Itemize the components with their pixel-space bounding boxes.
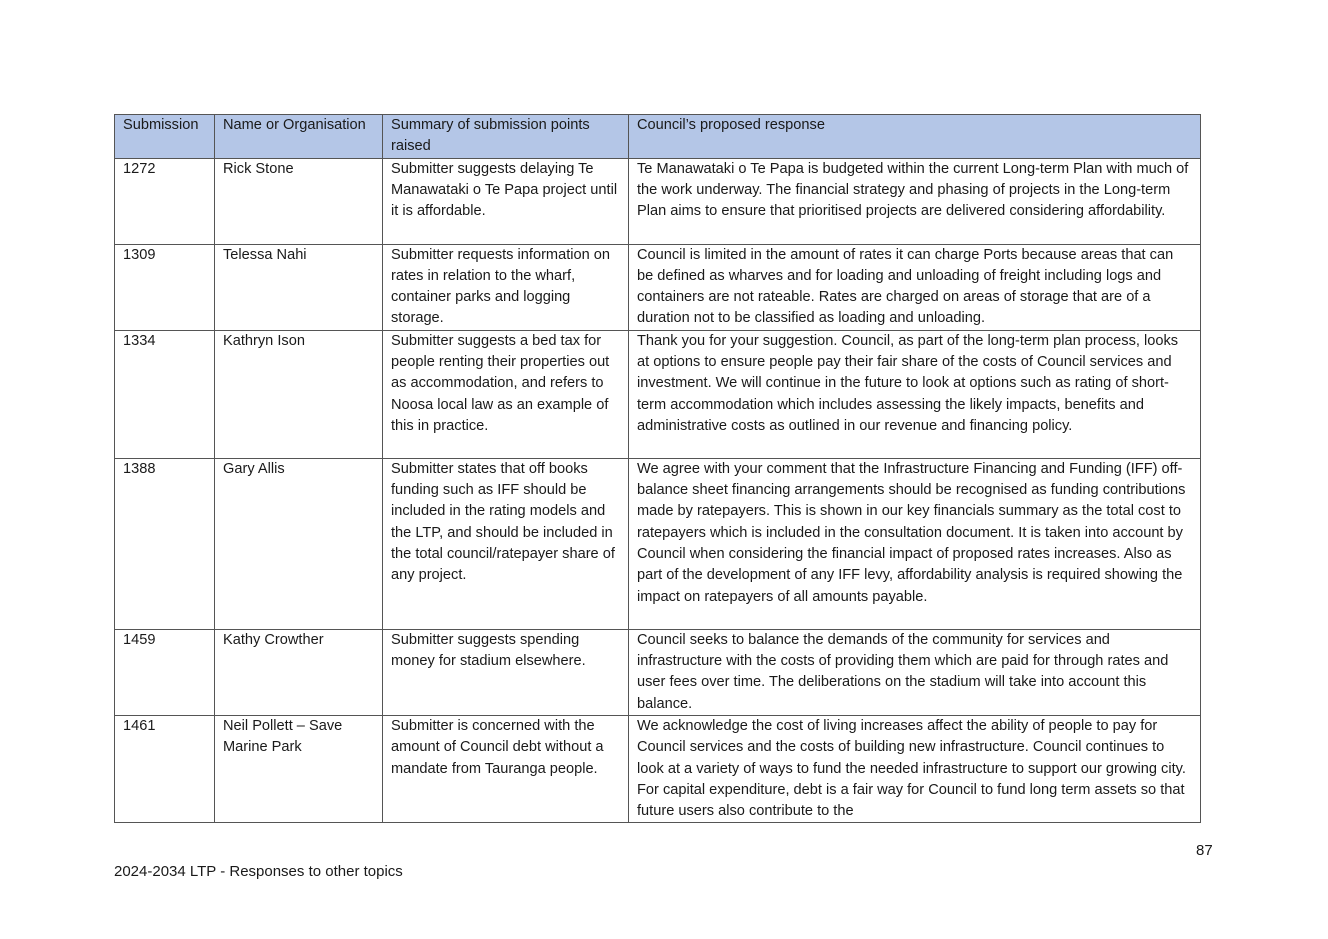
council-response: We acknowledge the cost of living increases affect the ability of people to pay for Council services and the costs of building new infrastructure. Council continues to look at a variety of ways to fund the needed infrastructure to support our growing city. For capital expenditure, debt is a fair way for Council to fund long term assets so that future users also contribute to the bbox=[629, 715, 1201, 822]
submission-summary: Submitter states that off books funding such as IFF should be included in the rating models and the LTP, and should be included in the total council/ratepayer share of any project. bbox=[383, 458, 629, 629]
council-response: Council seeks to balance the demands of the community for services and infrastructure with the costs of providing them which are paid for through rates and user fees over time. The deliberations on the stadium will take into account this balance. bbox=[629, 629, 1201, 715]
council-response: Council is limited in the amount of rates it can charge Ports because areas that can be defined as wharves and for loading and unloading of freight including logs and containers are not rateable. Rates are charged on areas of storage that are of a duration not to be classified as loading and unloading. bbox=[629, 244, 1201, 330]
council-response: Te Manawataki o Te Papa is budgeted within the current Long-term Plan with much of the work underway. The financial strategy and phasing of projects in the Long-term Plan aims to ensure that prioritised projects are delivered considering affordability. bbox=[629, 158, 1201, 244]
table-row bbox=[115, 330, 1201, 458]
submission-summary: Submitter suggests a bed tax for people renting their properties out as accommodation, and refers to Noosa local law as an example of this in practice. bbox=[383, 330, 629, 458]
submission-id: 1272 bbox=[115, 158, 215, 244]
council-response: Thank you for your suggestion. Council, as part of the long-term plan process, looks at options to ensure people pay their fair share of the costs of Council services and investment. We will continue in the future to look at options such as rating of short-term accommodation which includes assessing the likely impacts, benefits and administrative costs as outlined in our revenue and financing policy. bbox=[629, 330, 1201, 458]
header-submission: Submission bbox=[115, 115, 215, 159]
submitter-name: Rick Stone bbox=[215, 158, 383, 244]
submitter-name: Telessa Nahi bbox=[215, 244, 383, 330]
table-row bbox=[115, 715, 1201, 822]
submitter-name: Kathryn Ison bbox=[215, 330, 383, 458]
submission-id: 1334 bbox=[115, 330, 215, 458]
table-row bbox=[115, 458, 1201, 629]
header-summary: Summary of submission points raised bbox=[383, 115, 629, 159]
council-response: We agree with your comment that the Infrastructure Financing and Funding (IFF) off-balance sheet financing arrangements should be recognised as funding contributions made by ratepayers. This is shown in our key financials summary as the total cost to ratepayers which is included in the consultation document. It is taken into account by Council when considering the financial impact of proposed rates increases. Also as part of the development of any IFF levy, affordability analysis is required showing the impact on ratepayers of all amounts payable. bbox=[629, 458, 1201, 629]
submission-id: 1309 bbox=[115, 244, 215, 330]
page-number: 87 bbox=[1196, 842, 1213, 859]
table-row bbox=[115, 244, 1201, 330]
submission-summary: Submitter requests information on rates in relation to the wharf, container parks and logging storage. bbox=[383, 244, 629, 330]
submission-id: 1388 bbox=[115, 458, 215, 629]
table-header-row bbox=[115, 115, 1201, 159]
footer-document-title: 2024-2034 LTP - Responses to other topics bbox=[114, 863, 403, 880]
submissions-table bbox=[114, 114, 1201, 823]
submission-summary: Submitter suggests spending money for stadium elsewhere. bbox=[383, 629, 629, 715]
submission-summary: Submitter suggests delaying Te Manawataki o Te Papa project until it is affordable. bbox=[383, 158, 629, 244]
header-response: Council’s proposed response bbox=[629, 115, 1201, 159]
submitter-name: Kathy Crowther bbox=[215, 629, 383, 715]
submitter-name: Neil Pollett – Save Marine Park bbox=[215, 715, 383, 822]
header-name: Name or Organisation bbox=[215, 115, 383, 159]
submission-summary: Submitter is concerned with the amount of Council debt without a mandate from Tauranga people. bbox=[383, 715, 629, 822]
submitter-name: Gary Allis bbox=[215, 458, 383, 629]
table-row bbox=[115, 629, 1201, 715]
table-row bbox=[115, 158, 1201, 244]
submission-id: 1461 bbox=[115, 715, 215, 822]
submission-id: 1459 bbox=[115, 629, 215, 715]
